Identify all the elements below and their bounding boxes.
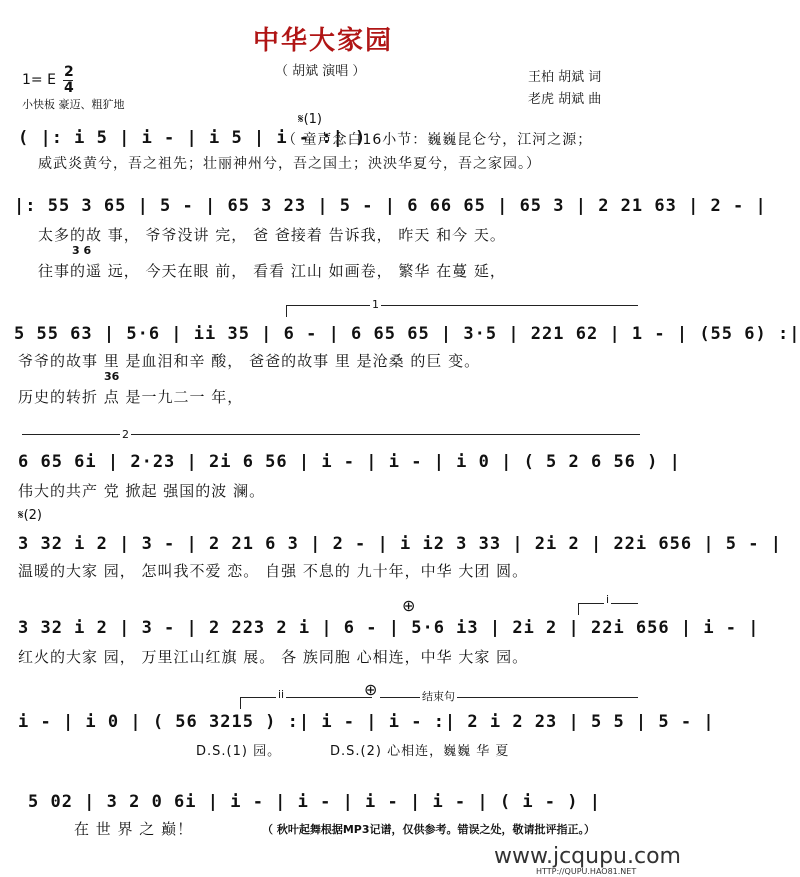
system-2-notes: 5 55 63 | 5·6 | ii 35 | 6 - | 6 65 65 | 3·5 | 221 62 | 1 - | (55 6) :| <box>14 324 800 344</box>
system-1-lyrics-verse-1: 太多的故 事， 爷爷没讲 完， 爸 爸接着 告诉我， 昨天 和今 天。 <box>38 226 506 244</box>
volta-ii-bracket <box>240 697 372 698</box>
site-watermark-sub: HTTP://QUPU.HAO81.NET <box>536 867 637 876</box>
system-2-chord-mark: 36 <box>104 370 120 383</box>
singer-credit: （ 胡斌 演唱 ） <box>275 64 366 79</box>
system-2-lyrics-verse-2: 历史的转折 点 是一九二一 年， <box>18 388 244 406</box>
coda-mark-1: ⊕ <box>402 596 416 615</box>
intro-notes: ( |: i 5 | i - | i 5 | i - :| ) <box>18 128 367 148</box>
intro-recitation-line-1: （ 童声念白16小节：巍巍昆仑兮，江河之源； <box>282 132 593 148</box>
system-1-lyrics-verse-2: 往事的遥 远， 今天在眼 前， 看看 江山 如画卷， 繁华 在蔓 延， <box>38 262 506 280</box>
song-title: 中华大家园 <box>253 26 394 56</box>
coda-mark-2: ⊕ <box>364 680 378 699</box>
key-signature: 1= E <box>22 72 56 88</box>
system-5-lyrics: 红火的大家 园， 万里江山红旗 展。 各 族同胞 心相连，中华 大家 园。 <box>18 648 529 666</box>
system-5-notes: 3 32 i 2 | 3 - | 2 223 2 i | 6 - | 5·6 i3 | 2i 2 | 22i 656 | i - | <box>18 618 760 638</box>
system-6-ds1-lyrics: D.S.(1) 园。 <box>196 744 282 759</box>
system-1-notes: |: 55 3 65 | 5 - | 65 3 23 | 5 - | 6 66 65 | 65 3 | 2 21 63 | 2 - | <box>14 196 767 216</box>
tempo-marking: 小快板 豪迈、粗犷地 <box>22 98 125 111</box>
system-6-ds2-lyrics: D.S.(2) 心相连，巍巍 华 夏 <box>330 744 510 759</box>
volta-ii-label: ii <box>278 688 285 701</box>
volta-1-bracket <box>286 305 638 306</box>
system-4-lyrics: 温暖的大家 园， 怎叫我不爱 恋。 自强 不息的 九十年，中华 大团 圆。 <box>18 562 529 580</box>
intro-recitation-line-2: 威武炎黄兮，吾之祖先；壮丽神州兮，吾之国土；泱泱华夏兮，吾之家园。） <box>38 156 541 172</box>
segno-1: 𝄋(1) <box>298 112 323 127</box>
volta-i-bracket-left <box>578 603 579 615</box>
volta-1-bracket-left <box>286 305 287 317</box>
system-4-notes: 3 32 i 2 | 3 - | 2 21 6 3 | 2 - | i i2 3 33 | 2i 2 | 22i 656 | 5 - | <box>18 534 782 554</box>
volta-2-bracket <box>22 434 640 435</box>
lyricist-credit: 王柏 胡斌 词 <box>528 70 602 85</box>
volta-i-label: i <box>606 593 610 606</box>
composer-credit: 老虎 胡斌 曲 <box>528 92 602 107</box>
time-signature-bottom: 4 <box>64 80 74 96</box>
volta-2-label: 2 <box>122 428 129 441</box>
system-3-lyrics: 伟大的共产 党 掀起 强国的波 澜。 <box>18 482 266 500</box>
volta-1-label: 1 <box>372 298 379 311</box>
system-7-lyrics: 在 世 界 之 巅！ <box>74 820 194 838</box>
ending-label: 结束句 <box>422 690 455 703</box>
volta-ii-bracket-left <box>240 697 241 709</box>
system-3-notes: 6 65 6i | 2·23 | 2i 6 56 | i - | i - | i 0 | ( 5 2 6 56 ) | <box>18 452 681 472</box>
site-watermark: www.jcqupu.com <box>494 844 681 869</box>
ending-bracket <box>380 697 638 698</box>
segno-2: 𝄋(2) <box>18 508 43 523</box>
transcription-footnote: （ 秋叶起舞根据MP3记谱，仅供参考。错误之处，敬请批评指正。） <box>262 823 595 836</box>
system-1-chord-mark: 3 6 <box>72 244 92 257</box>
time-signature-top: 2 <box>64 64 74 80</box>
system-6-notes: i - | i 0 | ( 56 3215 ) :| i - | i - :| 2 i 2 23 | 5 5 | 5 - | <box>18 712 715 732</box>
system-7-notes: 5 02 | 3 2 0 6i | i - | i - | i - | i - | ( i - ) | <box>28 792 601 812</box>
system-2-lyrics-verse-1: 爷爷的故事 里 是血泪和辛 酸， 爸爸的故事 里 是沧桑 的巨 变。 <box>18 352 481 370</box>
